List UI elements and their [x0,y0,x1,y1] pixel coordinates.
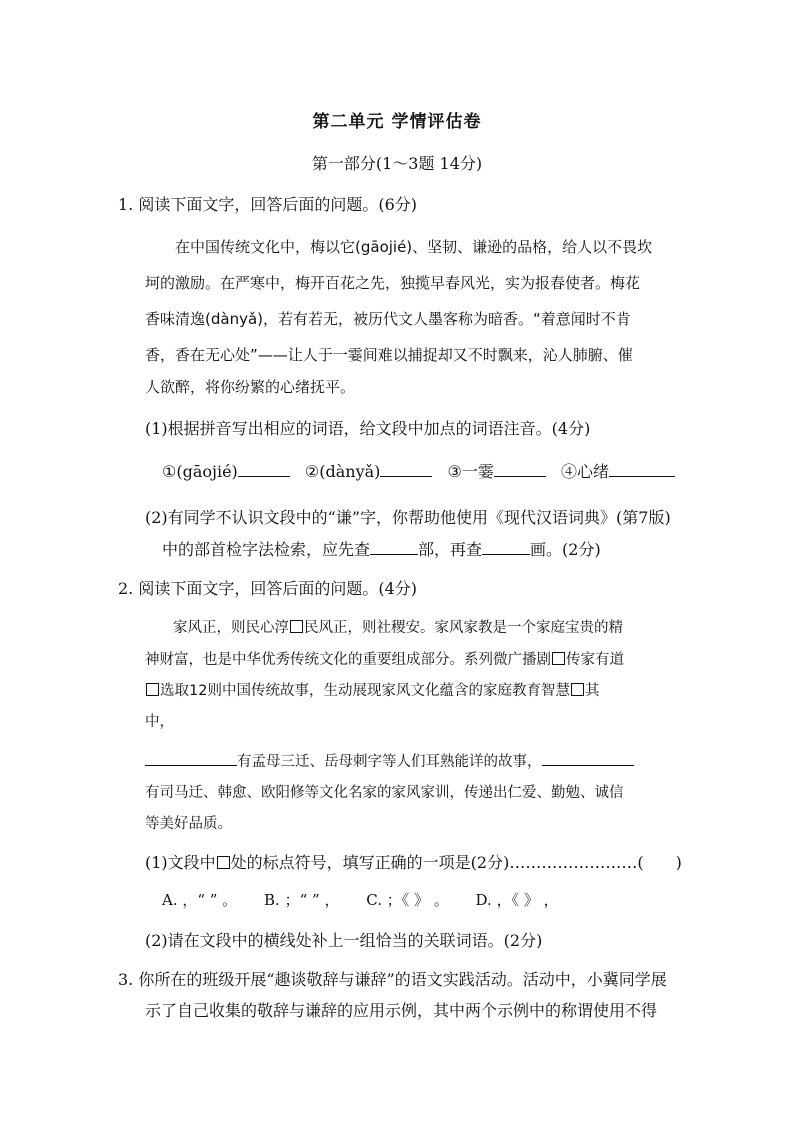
option-c[interactable]: C. ；《 》 。 [366,891,449,909]
option-d[interactable]: D. ，《 》 ， [475,891,559,909]
punctuation-box [146,683,159,696]
answer-blank[interactable] [494,462,546,477]
page-title: 第二单元 学情评估卷 [312,112,482,132]
question-1-stem: 1. 阅读下面文字，回答后面的问题。(6分) [118,195,418,214]
answer-blank[interactable] [145,751,237,766]
punctuation-box [290,620,303,633]
question-1-part-2: (2)有同学不认识文段中的“谦”字，你帮助他使用《现代汉语词典》(第7版) [145,508,671,527]
answer-blank[interactable] [238,462,290,477]
passage-2-line: 等美好品质。 [145,816,232,832]
passage-2-line: 家风正，则民心淳 民风正，则社稷安。家风家教是一个家庭宝贵的精 [173,620,623,636]
question-1-part-1: (1)根据拼音写出相应的词语，给文段中加点的词语注音。(4分) [145,419,591,438]
punctuation-box [552,652,565,665]
passage-2-line: 有司马迁、韩愈、欧阳修等文化名家的家风家训，传递出仁爱、勤勉、诚信 [145,785,624,801]
passage-1-line: 在中国传统文化中，梅以它(gāojié)、坚韧、谦逊的品格，给人以不畏坎 [175,238,653,256]
passage-1-line: 人欲醉，将你纷繁的心绪抚平。 [145,378,356,396]
passage-2-line: 有孟母三迁、岳母刺字等人们耳熟能详的故事， [145,750,673,771]
option-b[interactable]: B. ；“ ” ， [264,891,340,909]
choice-options [162,889,581,910]
passage-2-line: 神财富，也是中华优秀传统文化的重要组成部分。系列微广播剧 传家有道 [145,652,624,668]
answer-blank[interactable] [482,540,530,555]
blank-label: ②(dànyǎ) [304,462,381,481]
question-2-stem: 2. 阅读下面文字，回答后面的问题。(4分) [118,579,418,598]
answer-blank[interactable] [370,540,418,555]
answer-blank[interactable] [542,751,634,766]
passage-2-line: 中， [145,714,174,730]
question-1-part-2-cont: 中的部首检字法检索，应先查 部，再查 画。(2分) [162,540,601,559]
blank-label: ④心绪 [560,462,609,481]
option-a[interactable]: A. ，“ ” 。 [162,891,238,909]
question-1-blanks-row [162,459,675,482]
punctuation-box [217,856,230,869]
passage-1-line: 坷的激励。在严寒中，梅开百花之先，独揽早春风光，实为报春使者。梅花 [145,274,641,292]
answer-blank[interactable] [380,462,432,477]
question-2-part-1: (1)文段中 处的标点符号，填写正确的一项是(2分)……………………( ) [145,853,682,872]
passage-1-line: 香味清逸(dànyǎ)，若有若无，被历代文人墨客称为暗香。“着意闻时不肯 [145,310,631,328]
blank-label: ①(gāojié) [162,462,238,481]
passage-1-line: 香，香在无心处”——让人于一霎间难以捕捉却又不时飘来，沁人肺腑、催 [145,346,633,364]
punctuation-box [571,683,584,696]
question-3-stem-cont: 示了自己收集的敬辞与谦辞的应用示例，其中两个示例中的称谓使用不得 [145,1001,658,1020]
blank-label: ③一霎 [447,462,494,481]
section-heading: 第一部分(1～3题 14分) [311,154,483,173]
question-3-stem: 3. 你所在的班级开展“趣谈敬辞与谦辞”的语文实践活动。活动中，小冀同学展 [118,970,667,989]
passage-2-line: 选取12则中国传统故事，生动展现家风文化蕴含的家庭教育智慧 其 [145,679,673,700]
answer-blank[interactable] [609,462,675,477]
question-2-part-2: (2)请在文段中的横线处补上一组恰当的关联词语。(2分) [145,931,543,950]
